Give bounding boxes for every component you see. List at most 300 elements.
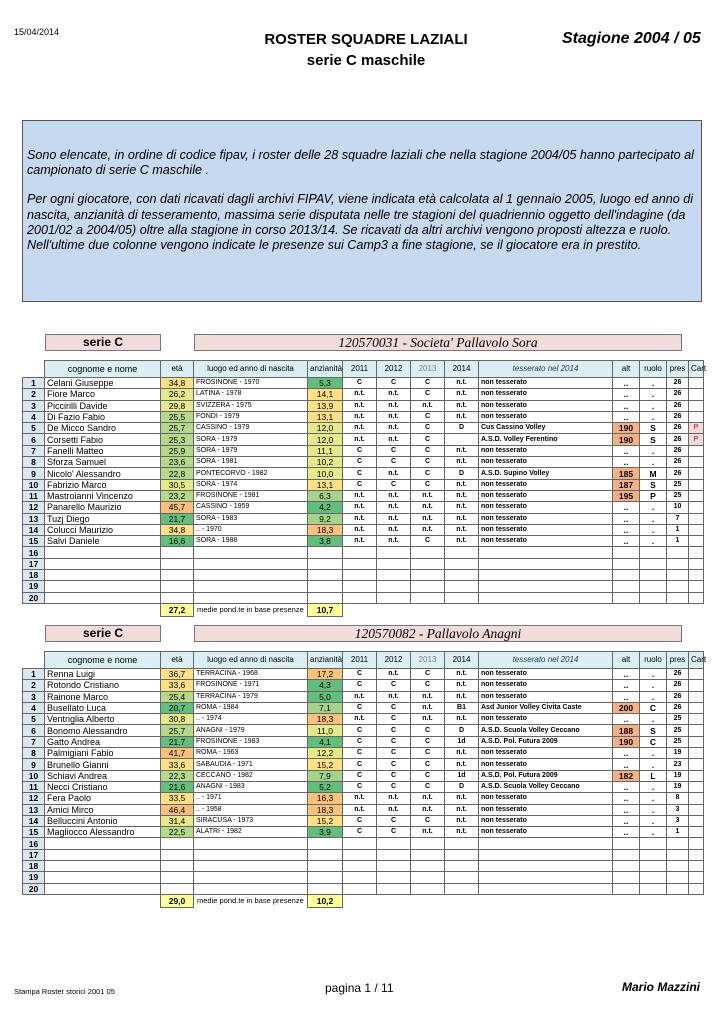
birth-place: ALATRI - 1982: [194, 827, 308, 838]
season-2013: C: [411, 479, 445, 490]
presences: 26: [667, 411, 689, 422]
season-2014: n.t.: [445, 691, 479, 702]
player-age: [161, 883, 194, 894]
row-number: 14: [23, 815, 45, 826]
row-number: 11: [23, 781, 45, 792]
player-age: 41,7: [161, 748, 194, 759]
season-2011: C: [343, 748, 377, 759]
season-2013: n.t.: [411, 524, 445, 535]
row-number: 1: [23, 378, 45, 389]
header-age: età: [161, 652, 194, 669]
player-age: 25,4: [161, 691, 194, 702]
player-age: 25,5: [161, 411, 194, 422]
registered-club: non tesserato: [479, 714, 613, 725]
seniority: 12,0: [308, 434, 343, 445]
registered-club: [479, 592, 613, 603]
roster-table: [22, 651, 707, 908]
role: [640, 861, 667, 872]
loan-flag: [689, 502, 704, 513]
player-age: 22,5: [161, 827, 194, 838]
presences: 26: [667, 434, 689, 445]
player-age: 21,6: [161, 781, 194, 792]
loan-flag: [689, 736, 704, 747]
season-2012: n.t.: [377, 536, 411, 547]
seniority: 10,2: [308, 457, 343, 468]
season-2013: [411, 838, 445, 849]
table-row: [23, 502, 704, 513]
season-2014: n.t.: [445, 502, 479, 513]
row-number: 6: [23, 725, 45, 736]
height: [613, 570, 640, 581]
role: .: [640, 714, 667, 725]
loan-flag: [689, 378, 704, 389]
player-name: Brunello Gianni: [45, 759, 161, 770]
season-2013: C: [411, 378, 445, 389]
season-2014: n.t.: [445, 804, 479, 815]
player-age: 20,7: [161, 702, 194, 713]
table-row: [23, 411, 704, 422]
season-2011: n.t.: [343, 502, 377, 513]
loan-flag: [689, 770, 704, 781]
player-name: Mastroianni Vincenzo: [45, 490, 161, 501]
role: .: [640, 793, 667, 804]
row-number: 8: [23, 748, 45, 759]
seniority: 16,3: [308, 793, 343, 804]
row-number: 2: [23, 389, 45, 400]
player-name: Nicolo' Alessandro: [45, 468, 161, 479]
season-2013: C: [411, 389, 445, 400]
seniority: 12,0: [308, 423, 343, 434]
season-2011: [343, 570, 377, 581]
height: ..: [613, 457, 640, 468]
player-name: Ventriglia Alberto: [45, 714, 161, 725]
seniority: 5,3: [308, 378, 343, 389]
row-number: 8: [23, 457, 45, 468]
role: [640, 558, 667, 569]
season-2012: C: [377, 725, 411, 736]
birth-place: [194, 581, 308, 592]
player-age: 25,7: [161, 423, 194, 434]
birth-place: SORA - 1981: [194, 457, 308, 468]
season-2014: 1d: [445, 770, 479, 781]
player-name: Salvi Daniele: [45, 536, 161, 547]
presences: [667, 861, 689, 872]
averages-row: [23, 603, 704, 616]
birth-place: [194, 883, 308, 894]
role: .: [640, 513, 667, 524]
season-2013: [411, 592, 445, 603]
season-2013: [411, 872, 445, 883]
season-2013: n.t.: [411, 502, 445, 513]
role: .: [640, 781, 667, 792]
season-2014: n.t.: [445, 793, 479, 804]
registered-club: non tesserato: [479, 479, 613, 490]
player-name: Schiavi Andrea: [45, 770, 161, 781]
presences: 26: [667, 680, 689, 691]
birth-place: [194, 547, 308, 558]
registered-club: A.S.D. Volley Ferentino: [479, 434, 613, 445]
height: ..: [613, 502, 640, 513]
season-2011: C: [343, 680, 377, 691]
player-age: [161, 581, 194, 592]
table-row: [23, 872, 704, 883]
presences: 25: [667, 736, 689, 747]
loan-flag: [689, 513, 704, 524]
seniority: [308, 547, 343, 558]
season-2012: C: [377, 748, 411, 759]
loan-flag: [689, 457, 704, 468]
registered-club: [479, 581, 613, 592]
row-number: 18: [23, 570, 45, 581]
row-number: 17: [23, 849, 45, 860]
registered-club: non tesserato: [479, 411, 613, 422]
table-row: [23, 389, 704, 400]
seniority: 14,1: [308, 389, 343, 400]
presences: 23: [667, 759, 689, 770]
player-age: [161, 872, 194, 883]
header-blank: [23, 652, 45, 669]
blank: [45, 603, 161, 616]
season-2014: 1d: [445, 736, 479, 747]
presences: 25: [667, 714, 689, 725]
season-2014: D: [445, 725, 479, 736]
presences: 19: [667, 770, 689, 781]
birth-place: .. - 1970: [194, 524, 308, 535]
season-2013: [411, 581, 445, 592]
season-2011: C: [343, 702, 377, 713]
registered-club: non tesserato: [479, 400, 613, 411]
loan-flag: [689, 827, 704, 838]
series-label: serie C: [45, 334, 161, 351]
season-2013: C: [411, 736, 445, 747]
player-age: 23,6: [161, 457, 194, 468]
header-2011: 2011: [343, 652, 377, 669]
seniority: 5,2: [308, 781, 343, 792]
loan-flag: [689, 759, 704, 770]
height: 200: [613, 702, 640, 713]
row-number: 15: [23, 827, 45, 838]
player-name: Rotondo Cristiano: [45, 680, 161, 691]
header-2011: 2011: [343, 361, 377, 378]
birth-place: [194, 849, 308, 860]
registered-club: non tesserato: [479, 524, 613, 535]
header-role: ruolo: [640, 652, 667, 669]
table-row: [23, 759, 704, 770]
seniority: 11,0: [308, 725, 343, 736]
table-row: [23, 691, 704, 702]
table-row: [23, 536, 704, 547]
season-2013: n.t.: [411, 400, 445, 411]
average-seniority: 10,7: [308, 603, 343, 616]
height: ..: [613, 748, 640, 759]
table-header-row: [23, 361, 704, 378]
player-name: [45, 861, 161, 872]
registered-club: non tesserato: [479, 815, 613, 826]
row-number: 3: [23, 691, 45, 702]
seniority: 13,1: [308, 479, 343, 490]
player-name: [45, 547, 161, 558]
table-row: [23, 581, 704, 592]
season-2013: [411, 861, 445, 872]
height: ..: [613, 714, 640, 725]
role: .: [640, 411, 667, 422]
registered-club: non tesserato: [479, 502, 613, 513]
season-2014: n.t.: [445, 479, 479, 490]
table-row: [23, 457, 704, 468]
presences: 26: [667, 702, 689, 713]
player-name: Panarello Maurizio: [45, 502, 161, 513]
player-age: [161, 592, 194, 603]
presences: [667, 872, 689, 883]
team-name: 120570082 - Pallavolo Anagni: [194, 625, 682, 642]
role: .: [640, 400, 667, 411]
season-2011: n.t.: [343, 434, 377, 445]
table-row: [23, 883, 704, 894]
season-2012: n.t.: [377, 691, 411, 702]
seniority: 17,2: [308, 669, 343, 680]
presences: 25: [667, 490, 689, 501]
registered-club: non tesserato: [479, 513, 613, 524]
loan-flag: [689, 861, 704, 872]
table-row: [23, 524, 704, 535]
player-name: Sforza Samuel: [45, 457, 161, 468]
role: [640, 581, 667, 592]
birth-place: CASSINO - 1979: [194, 423, 308, 434]
player-name: De Micco Sandro: [45, 423, 161, 434]
birth-place: LATINA - 1978: [194, 389, 308, 400]
role: S: [640, 423, 667, 434]
seniority: [308, 872, 343, 883]
intro-paragraph-1: Sono elencate, in ordine di codice fipav, i roster delle 28 squadre laziali che nella stagione 2004/05 hanno partecipato al campionato di serie C maschile .: [27, 148, 694, 178]
role: .: [640, 680, 667, 691]
season-2013: C: [411, 468, 445, 479]
season-2013: [411, 883, 445, 894]
row-number: 20: [23, 883, 45, 894]
height: ..: [613, 793, 640, 804]
registered-club: [479, 861, 613, 872]
player-age: 25,3: [161, 434, 194, 445]
player-age: 25,7: [161, 725, 194, 736]
row-number: 11: [23, 490, 45, 501]
season-2012: C: [377, 714, 411, 725]
season-2012: C: [377, 680, 411, 691]
blank: [23, 603, 45, 616]
birth-place: ANAGNI - 1983: [194, 781, 308, 792]
player-age: [161, 838, 194, 849]
row-number: 17: [23, 558, 45, 569]
page-number: pagina 1 / 11: [325, 981, 394, 995]
loan-flag: [689, 781, 704, 792]
height: ..: [613, 411, 640, 422]
height: ..: [613, 804, 640, 815]
loan-flag: [689, 815, 704, 826]
role: [640, 883, 667, 894]
player-age: [161, 861, 194, 872]
season-2012: C: [377, 781, 411, 792]
birth-place: FROSINONE - 1981: [194, 490, 308, 501]
birth-place: .. - 1971: [194, 793, 308, 804]
table-row: [23, 838, 704, 849]
loan-flag: [689, 691, 704, 702]
row-number: 16: [23, 838, 45, 849]
season-2012: n.t.: [377, 468, 411, 479]
presences: 26: [667, 669, 689, 680]
registered-club: [479, 883, 613, 894]
height: ..: [613, 781, 640, 792]
row-number: 6: [23, 434, 45, 445]
header-2013: 2013: [411, 652, 445, 669]
seniority: 3,9: [308, 827, 343, 838]
player-age: 33,6: [161, 759, 194, 770]
season-2012: [377, 838, 411, 849]
season-2012: [377, 861, 411, 872]
header-height: alt: [613, 652, 640, 669]
player-name: Bonomo Alessandro: [45, 725, 161, 736]
footer-print-label: Stampa Roster storici 2001 05: [14, 987, 115, 996]
series-label: serie C: [45, 625, 161, 642]
row-number: 20: [23, 592, 45, 603]
season-2012: [377, 558, 411, 569]
season-2014: [445, 838, 479, 849]
season-2013: C: [411, 680, 445, 691]
player-age: 21,7: [161, 513, 194, 524]
birth-place: PONTECORVO - 1982: [194, 468, 308, 479]
header-registered: tesserato nel 2014: [479, 652, 613, 669]
presences: 7: [667, 513, 689, 524]
height: [613, 838, 640, 849]
role: [640, 547, 667, 558]
table-row: [23, 827, 704, 838]
presences: 19: [667, 748, 689, 759]
season-2012: n.t.: [377, 490, 411, 501]
presences: [667, 547, 689, 558]
season-2011: n.t.: [343, 536, 377, 547]
header-cart: Cart: [689, 361, 704, 378]
blank: [343, 603, 704, 616]
season-2013: n.t.: [411, 702, 445, 713]
player-name: Busellato Luca: [45, 702, 161, 713]
season-2011: [343, 581, 377, 592]
presences: [667, 883, 689, 894]
player-age: 34,8: [161, 378, 194, 389]
season-2012: C: [377, 479, 411, 490]
table-row: [23, 490, 704, 501]
birth-place: [194, 570, 308, 581]
role: C: [640, 736, 667, 747]
role: .: [640, 524, 667, 535]
registered-club: non tesserato: [479, 691, 613, 702]
season-2011: [343, 547, 377, 558]
table-row: [23, 669, 704, 680]
season-2011: C: [343, 725, 377, 736]
season-2011: n.t.: [343, 389, 377, 400]
player-name: Di Fazio Fabio: [45, 411, 161, 422]
player-age: 33,5: [161, 793, 194, 804]
print-date: 15/04/2014: [14, 27, 60, 37]
season-2014: D: [445, 468, 479, 479]
season-2011: n.t.: [343, 423, 377, 434]
registered-club: A.S.D. Supino Volley: [479, 468, 613, 479]
player-name: [45, 570, 161, 581]
season-2012: [377, 872, 411, 883]
presences: [667, 581, 689, 592]
player-age: 23,2: [161, 490, 194, 501]
registered-club: [479, 570, 613, 581]
season-2012: n.t.: [377, 400, 411, 411]
season-2013: [411, 547, 445, 558]
table-row: [23, 804, 704, 815]
registered-club: non tesserato: [479, 748, 613, 759]
player-name: Fiore Marco: [45, 389, 161, 400]
height: 190: [613, 434, 640, 445]
row-number: 12: [23, 793, 45, 804]
season-2012: C: [377, 770, 411, 781]
role: [640, 570, 667, 581]
role: .: [640, 815, 667, 826]
season-2013: n.t.: [411, 827, 445, 838]
season-2012: [377, 547, 411, 558]
season-2012: [377, 570, 411, 581]
loan-flag: [689, 445, 704, 456]
player-age: 36,7: [161, 669, 194, 680]
table-row: [23, 378, 704, 389]
season-2011: n.t.: [343, 804, 377, 815]
role: .: [640, 445, 667, 456]
season-2012: C: [377, 702, 411, 713]
season-2013: C: [411, 434, 445, 445]
header-2013: 2013: [411, 361, 445, 378]
loan-flag: P: [689, 423, 704, 434]
player-name: Palmigiani Fabio: [45, 748, 161, 759]
row-number: 4: [23, 702, 45, 713]
player-name: Tuzj Diego: [45, 513, 161, 524]
player-age: [161, 558, 194, 569]
registered-club: non tesserato: [479, 389, 613, 400]
registered-club: non tesserato: [479, 669, 613, 680]
loan-flag: [689, 838, 704, 849]
seniority: 3,8: [308, 536, 343, 547]
presences: [667, 838, 689, 849]
header-2012: 2012: [377, 652, 411, 669]
role: .: [640, 759, 667, 770]
height: [613, 883, 640, 894]
presences: 25: [667, 725, 689, 736]
presences: 26: [667, 691, 689, 702]
row-number: 19: [23, 872, 45, 883]
table-row: [23, 570, 704, 581]
height: ..: [613, 524, 640, 535]
season-2014: n.t.: [445, 389, 479, 400]
averages-row: [23, 894, 704, 907]
season-2014: [445, 592, 479, 603]
presences: 26: [667, 378, 689, 389]
table-row: [23, 725, 704, 736]
table-row: [23, 770, 704, 781]
role: .: [640, 378, 667, 389]
averages-label: medie pond.te in base presenze: [197, 896, 304, 906]
role: .: [640, 536, 667, 547]
player-age: 25,9: [161, 445, 194, 456]
seniority: [308, 570, 343, 581]
season-2012: n.t.: [377, 513, 411, 524]
season-2012: n.t.: [377, 423, 411, 434]
season-2013: C: [411, 781, 445, 792]
season-2013: C: [411, 445, 445, 456]
registered-club: Cus Cassino Volley: [479, 423, 613, 434]
season-2011: [343, 861, 377, 872]
registered-club: A.S.D. Scuola Volley Ceccano: [479, 781, 613, 792]
player-name: [45, 849, 161, 860]
